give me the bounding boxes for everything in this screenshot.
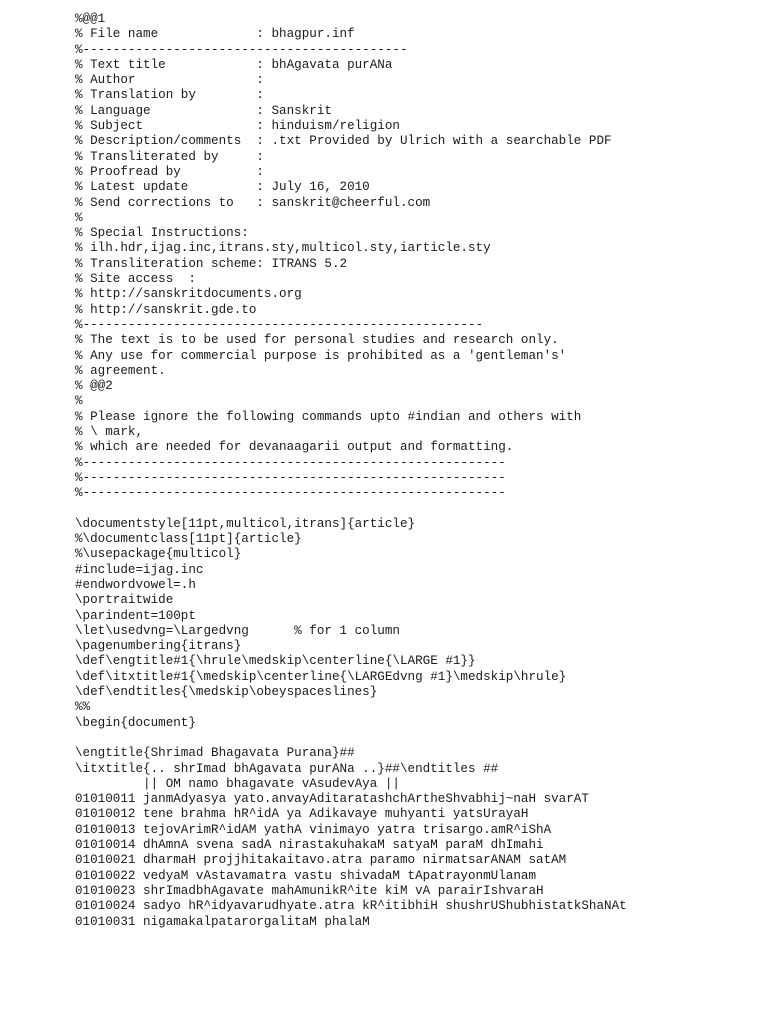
text-line: \begin{document}	[75, 715, 196, 730]
text-line: % Any use for commercial purpose is prohibited as a 'gentleman's'	[75, 348, 567, 363]
text-line: %-----------------------------------------------------	[75, 317, 484, 332]
text-line: % Site access :	[75, 272, 196, 287]
text-line: % http://sanskritdocuments.org	[75, 287, 302, 302]
text-line: \engtitle{Shrimad Bhagavata Purana}##	[75, 746, 355, 761]
text-line: #endwordvowel=.h	[75, 577, 196, 592]
text-line: \let\usedvng=\Largedvng % for 1 column	[75, 623, 400, 638]
text-line: \documentstyle[11pt,multicol,itrans]{article}	[75, 516, 416, 531]
text-line: 01010023 shrImadbhAgavate mahAmunikR^ite kiM vA parairIshvaraH	[75, 883, 544, 898]
text-line: \def\itxtitle#1{\medskip\centerline{\LARGEdvng #1}\medskip\hrule}	[75, 669, 567, 684]
text-line: % The text is to be used for personal studies and research only.	[75, 333, 559, 348]
text-line: %%	[75, 700, 91, 715]
text-line: %--------------------------------------------------------	[75, 470, 506, 485]
text-line: % Translation by :	[75, 88, 264, 103]
text-line: %--------------------------------------------------------	[75, 455, 506, 470]
document-text	[75, 12, 755, 930]
text-line: % Language : Sanskrit	[75, 103, 332, 118]
text-line: % Send corrections to : sanskrit@cheerful.com	[75, 195, 431, 210]
text-line: \portraitwide	[75, 593, 174, 608]
text-line: %-------------------------------------------	[75, 42, 408, 57]
text-line: %\usepackage{multicol}	[75, 547, 242, 562]
text-line: 01010031 nigamakalpatarorgalitaM phalaM	[75, 914, 370, 929]
text-line: % \ mark,	[75, 425, 144, 440]
text-line: %@@1	[75, 12, 106, 26]
text-line: %--------------------------------------------------------	[75, 486, 506, 501]
text-line: %	[75, 394, 83, 409]
text-line: 01010014 dhAmnA svena sadA nirastakuhakaM satyaM paraM dhImahi	[75, 838, 544, 853]
text-line: % Text title : bhAgavata purANa	[75, 57, 393, 72]
text-line: % agreement.	[75, 363, 166, 378]
text-line: % File name : bhagpur.inf	[75, 27, 355, 42]
text-line: % Subject : hinduism/religion	[75, 119, 400, 134]
text-line: 01010012 tene brahma hR^idA ya Adikavaye muhyanti yatsUrayaH	[75, 807, 529, 822]
text-line: \pagenumbering{itrans}	[75, 639, 242, 654]
text-line: \def\engtitle#1{\hrule\medskip\centerline{\LARGE #1}}	[75, 654, 476, 669]
text-line: %	[75, 210, 83, 225]
text-line	[75, 502, 755, 517]
text-line: % Special Instructions:	[75, 226, 249, 241]
text-line: % which are needed for devanaagarii output and formatting.	[75, 440, 514, 455]
text-line: % Description/comments : .txt Provided by Ulrich with a searchable PDF	[75, 134, 612, 149]
text-line: % Please ignore the following commands upto #indian and others with	[75, 409, 582, 424]
text-line: % Transliterated by :	[75, 149, 264, 164]
text-line: \itxtitle{.. shrImad bhAgavata purANa ..}##\endtitles ##	[75, 761, 499, 776]
text-line: % Latest update : July 16, 2010	[75, 180, 370, 195]
text-line: %\documentclass[11pt]{article}	[75, 532, 302, 547]
text-line: % Transliteration scheme: ITRANS 5.2	[75, 256, 348, 271]
text-line: 01010022 vedyaM vAstavamatra vastu shivadaM tApatrayonmUlanam	[75, 868, 537, 883]
text-line: 01010013 tejovArimR^idAM yathA vinimayo yatra trisargo.amR^iShA	[75, 822, 552, 837]
text-line: 01010024 sadyo hR^idyavarudhyate.atra kR^itibhiH shushrUShubhistatkShaNAt	[75, 899, 627, 914]
text-line: \parindent=100pt	[75, 608, 196, 623]
text-line: % ilh.hdr,ijag.inc,itrans.sty,multicol.sty,iarticle.sty	[75, 241, 491, 256]
text-line: #include=ijag.inc	[75, 562, 204, 577]
text-line: || OM namo bhagavate vAsudevAya ||	[75, 776, 400, 791]
text-line: % Proofread by :	[75, 164, 264, 179]
text-line	[75, 731, 755, 746]
text-line: % Author :	[75, 73, 264, 88]
text-line: 01010021 dharmaH projjhitakaitavo.atra paramo nirmatsarANAM satAM	[75, 853, 567, 868]
text-line: % @@2	[75, 379, 113, 394]
text-line: \def\endtitles{\medskip\obeyspaceslines}	[75, 685, 378, 700]
text-line: 01010011 janmAdyasya yato.anvayAditaratashchArtheShvabhij~naH svarAT	[75, 792, 589, 807]
text-line: % http://sanskrit.gde.to	[75, 302, 257, 317]
